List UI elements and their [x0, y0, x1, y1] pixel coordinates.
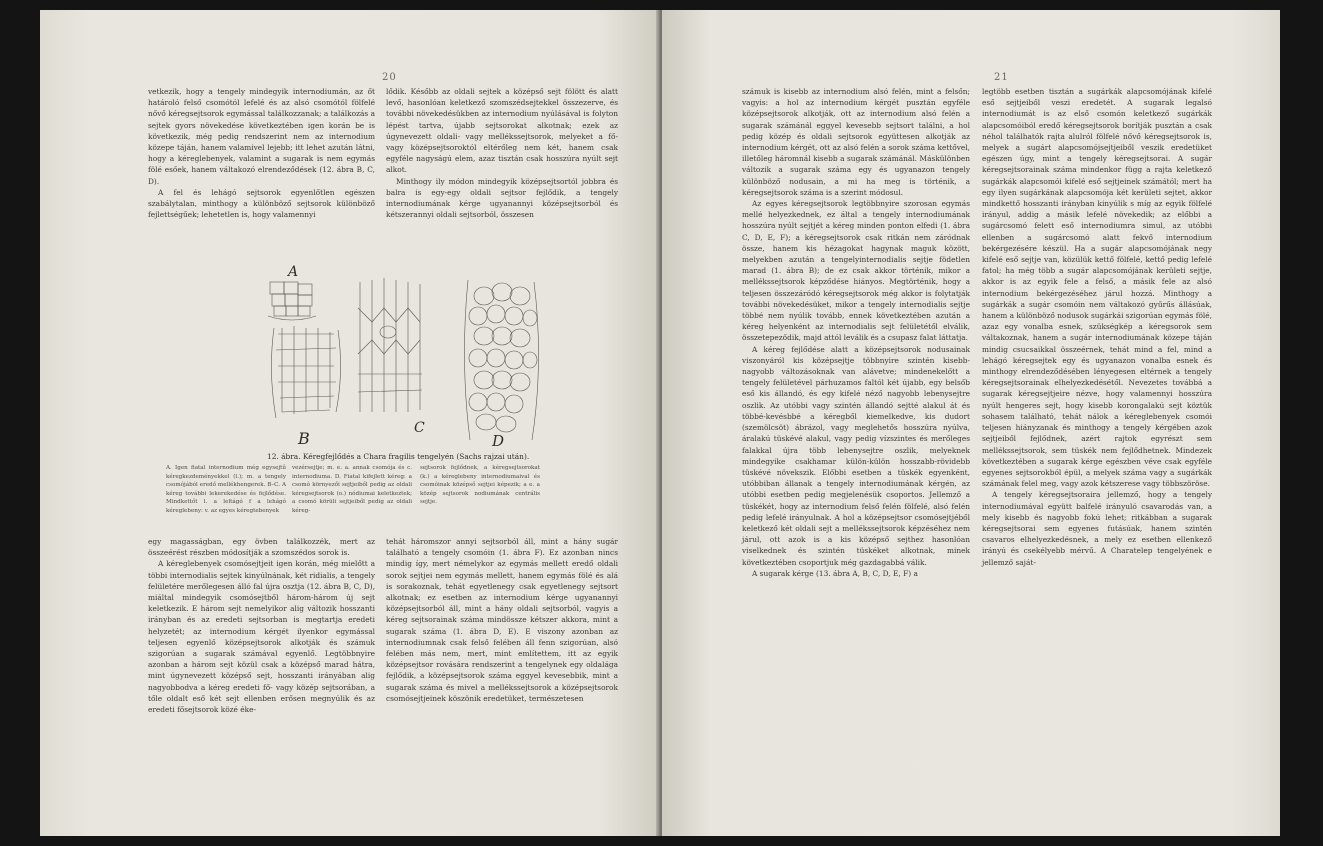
- figure-caption-col: vezérsejtje; m. e. a. annak csomója és c. internodiuma. D. Fiatal kifejlett kéreg: a csomó környezői sejtjeiből pedig az oldali kéregsejtsorok (o.) nódiumai keletkeztek; a csomó körüli sejtjeiből pedig az oldali kéreg-: [292, 465, 412, 514]
- text-column-left: [742, 86, 970, 579]
- paragraph: lődik. Később az oldali sejtek a középső sejt fölött és alatt levő, hasonlóan keletkező szomszédsejtekkel összezerve, és további növekedésükben az internodium nyúlásával is folyton lépést tartva, újabb sejtsorokat alkotnak; ezek az úgynevezett oldali- vagy mellékssejtsorok, melyeket a fő- vagy középsejtsoroktól eltérőleg nem két, hanem csak egyféle nagyságú elem, azaz tisztán csak hosszúra nyúlt sejt alkot.: [386, 87, 618, 175]
- figure-caption-col: A. Igen fiatal internodium még egysejtű kéregkezdeményekkel (l.); m. a tengely csomójából eredő mellékhengerek. B–C. A kéreg további lekerekedése és fejlődése. Mindkettőt l. a leltágó f a lehágó kéreglebeny: v. az egyes kéregtebenyek: [166, 465, 286, 514]
- drawing-d: [464, 280, 538, 440]
- paragraph: Minthogy ily módon mindegyik középsejtsortól jobbra és balra is egy-egy oldali sejtsor fejlődik, a tengely internodiumának kérge ugyanannyi középsejtsorból és kétszerannyi oldali sejtsorból, összesen: [386, 176, 618, 220]
- paragraph: A kéreg fejlődése alatt a középsejtsorok nodusainak viszonyáról kis középsejtje többnyire szintén kisebb-nagyobb változásoknak van alávetve; mindenekelőtt a tengely felületével párhuzamos faltól két újabb, egy belsőb eső kis állandó, és egy kifelé néző nagyobb lebenysejtre oszlik. Az utóbbi vagy szintén állandó sejtté alakul át és többé-kevésbbé a kéregből kiemelkedve, kis dudort (szemölcsöt) ábrázol, vagy meglehetős hosszúra nyúlva, áralakú tüskévé alakul, vagy pedig vízszintes és merőleges falakkal újra több lebenysejtre oszlik, melyeknek mindegyike csakhamar külön-külön hosszabb-rövidebb tüskévé növekszik. Előbbi esetben a tüskék egyenként, utóbbiban állanak a tengely internodiumának kérgén, az utóbbi esetben pedig megjelenésük csoportos. Jellemző a tüskékét, hogy az internodium felső felén fölfelé, alsó felén pedig lefelé irányulnak. A hol a középsejtsor csomósejtjéből keletkező két oldali sejt a mellékssejtsorok képzéséhez nem járul, ott azok is a kis középső sejthez hasonlóan viselkednek és szintén tüskéket alkotnak, minek következtében csoportjuk még gazdagabbá válik.: [742, 344, 970, 567]
- figure-caption-col: sejtsorok fejlődnek, a kéregsejtsorokat (k.) a kéreglebeny internodiumaival és csomóinak középső sejtjei képezik; a e. a közép sejtsorok nodiumának centrális sejtje.: [420, 465, 540, 506]
- figure-caption-title: 12. ábra. Kéregfejlődés a Chara fragilis tengelyén (Sachs rajzai után).: [267, 452, 530, 461]
- text-column-bottom-left: [148, 536, 375, 715]
- paragraph: számuk is kisebb az internodium alsó felén, mint a felsőn; vagyis: a hol az internodium kérgét pusztán egyféle középsejtsorok alkotják, ott az internodium alsó felén a sugarak számánál eggyel kevesebb sejtsort találni, a hol pedig közép és oldali sejtsorok együttesen alkotják az internodium kérgét, ott az alsó felén a sorok száma kettővel, illetőleg háromnál kisebb a sugarak számánál. Máskülönben változik a sugarak száma egy és ugyanazon tengely különböző nodusain, a mi ha meg is történik, a kéregsejtsorok száma is a szerint módosul.: [742, 87, 970, 197]
- figure-label-c: C: [414, 420, 425, 436]
- paragraph: tehát háromszor annyi sejtsorból áll, mint a hány sugár található a tengely csomóin (1. ábra F). Ez azonban nincs mindig így, mert némelykor az egymás mellett eredő oldali sorok sejtjei nem egymás mellett, hanem egymás fölé és alá is sorakoznak, tehát egyetlenegy csak egyetlenegy sejtsort alkotnak; ez esetben az internodium kérge ugyanannyi középsejtsorból áll, mint a hány oldali sejtsorból, vagyis a kéreg sejtsorainak száma mindössze kétszer akkora, mint a sugarak száma (1. ábra D, E). E viszony azonban az internodiumnak csak felső felében áll fenn szigorúan, alsó felében más nem, mert, mint említettem, itt az egyik középsejtsor rovására rendszerint a tengelynek egy oldalága fejlődik, a középsejtsorok száma eggyel kevesebbik, mint a sugarak száma és mivel a mellékssejtsorok a középsejtsorok csomósejtjeinek köszönik eredetüket, természetesen: [386, 537, 618, 703]
- drawing-a: [268, 282, 316, 320]
- text-column-right: [982, 86, 1212, 568]
- text-column-bottom-right: [386, 536, 618, 704]
- paragraph: A fel és lehágó sejtsorok egyenlőtlen egészen szabálytalan, minthogy a különböző sejtsorok különböző fejlettségűek; lehetetlen is, hogy valamennyi: [148, 187, 375, 220]
- text-column-top-left: [148, 86, 375, 220]
- left-page: [40, 10, 660, 836]
- drawing-b: [271, 326, 340, 418]
- figure-label-b: B: [298, 429, 310, 448]
- drawing-c: [358, 278, 422, 412]
- cell-drawing-figure: [248, 262, 560, 448]
- book-spread: [40, 10, 1280, 836]
- page-number: 20: [382, 72, 397, 83]
- paragraph: egy magasságban, egy övben találkozzék, mert az összeérést részben módosítják a szomszédos sorok is.: [148, 537, 375, 558]
- paragraph: A sugarak kérge (13. ábra A, B, C, D, E, F) a: [752, 568, 918, 578]
- figure-label-d: D: [492, 432, 505, 448]
- page-number: 21: [994, 72, 1009, 83]
- paragraph: Az egyes kéregsejtsorok legtöbbnyire szorosan egymás mellé helyezkednek, ez által a tengely internodiumának hosszúra nyúlt sejtjét a kéreg minden ponton elfedi (1. ábra C, D, E, F); a kéregsejtsorok csak ritkán nem záródnak össze, hanem kis hézagokat hagynak maguk között, melyekben azután a tengelyinternodialis sejtje födetlen marad (1. ábra B); de ez csak akkor történik, mikor a mellékssejtsorok képződése hiányos. Megtörténik, hogy a teljesen összezáródó kéregsejtsorok még akkor is folytatják további növekedésüket, mikor a tengely internodialis sejtje többé nem nyúlik tovább, ennek következtében azután a kéreg helyenként az internodialis sejt felületétől elválik, összetepeződik, majd attól leválik és a csupasz falat láttatja.: [742, 199, 970, 343]
- figure-label-a: A: [288, 264, 299, 280]
- right-page: [662, 10, 1280, 836]
- paragraph: legtöbb esetben tisztán a sugárkák alapcsomójának kifelé eső sejtjeiből veszi eredetét. A sugarak legalsó internodiumát is az első csomón keletkező sugárkák alapcsomóiból eredő kéregsejtsorok borítják pusztán a csak néhol találhatók rajta alulról fölfelé nővő kéregsejtsorok is, melyek a sugárt alapcsomójsejtjeiből veszik eredetüket egészen úgy, mint a tengely kéregsejtsorai. A sugár kéregsejtsorainak száma mindenkor függ a rajta keletkező sugárkák alapcsomói kifelé eső sejtjeinek számától; mert ha egy ilyen sugárkának alapcsomója két kerületi sejtet, akkor mindkettő hosszanti irányban kinyúlik s míg az egyik fölfelé irányul, addig a másik lefelé növekedik; az előbbi a sugárcsomó felett eső internodiumra simul, az utóbbi ellenben a sugárcsomó alatt fekvő internodium bekérgezésére készül. Ha a sugár alapcsomójának negy kifelé eső sejtje van, közülük kettő fölfelé, kettő pedig lefelé fatol; ha még több a sugár alapcsomójának kerületi sejtje, akkor is az egyik fele a felső, a másik fele az alsó internodium bekérgezéséhez járul hozzá. Minthogy a sugárkák a sugár csomóin nem váltakozó gyűrűs állásúak, hanem a különböző nodusok sugárkái szigorúan egymás fölé, azaz egy vonalba esnek, szükségkép a kéregsorok sem váltakoznak, hanem a sugár internodiumának közepe táján mindig csucsaikkal összeérnek, tehát mind a fel, mind a lehágó kéregsejtek egy és ugyanazon vonalba esnek és minthogy elrendeződésében lényegesen eltérnek a tengely kéregsejtsorainak elhelyezkedésétől. Nevezetes továbbá a sugarak kéregsejtjeire nézve, hogy valamennyi hosszúra nyúlt hengeres sejt, hogy kisebb korongalakú sejt köztük sohasem található, tehát nálok a kéreglebenyek csomói teljesen hiányzanak és minthogy a tengely kérgében azok sejtjeiből fejlődnek, azért rajtok egyrészt sem mellékssejtsorok, sem tüskék nem fejlődhetnek. Mindezek következtében a sugarak kérge egészben véve csak egyféle egyenes sejtsorokból épül, a melyek száma vagy a sugárkák számának felel meg, vagy azok kétszerese vagy többszöröse.: [982, 87, 1212, 489]
- paragraph: vetkezik, hogy a tengely mindegyik internodiumán, az őt határoló felső csomótól lefelé és az alsó csomótól fölfelé nővő kéregsejtsorok egymással találkozzanak; a találkozás a sejtek gyors növekedése következtében igen korán be is következik, még pedig rendszerint nem az internodium közepe táján, hanem valamivel lejebb; itt lehet azután látni, hogy a kéreglebenyek, valamint a sugarak is nem egymás fölé esőek, hanem váltakozó elrendeződések (12. ábra B, C, D).: [148, 87, 375, 186]
- paragraph: A kéreglebenyek csomósejtjeit igen korán, még mielőtt a többi internodialis sejtek kinyúlnának, két ridialis, a tengely felületére merőlegesen álló fal újra osztja (12. ábra B, C, D), miáltal mindegyik csomósejtből három-három új sejt keletkezik. E három sejt nemelyikor alig változik hosszanti irányban és az eredeti sejtsorban is megtartja eredeti helyzetét; az internodium kérgét ilyenkor egymással teljesen egyenlő középsejtsorok alkotják és számuk szigorúan a sugarak számával egyenlő. Legtöbbnyire azonban a három sejt közül csak a középső marad hátra, mint úgynevezett középső sejt, hosszanti irányában alig nagyobbodva a kéreg eredeti fő- vagy közép sejtsorában, a tőle oldalt eső két sejt ellenben erősen megnyúlik és az eredeti fősejtsorok közé éke-: [148, 559, 375, 715]
- text-column-top-right: [386, 86, 618, 220]
- paragraph: A tengely kéregsejtsoraira jellemző, hogy a tengely internodiumával együtt balfelé irányuló csavarodás van, a mely kisebb és nagyobb fokú lehet; ritkábban a sugarak kéregsejtsorai sem egyenes futásúak, hanem szintén csavaros elhelyezkedésnek, a mely ez esetben ellenkező irányú és csekélyebb mérvű. A Charatelep tengelyének e jellemző saját-: [982, 490, 1212, 567]
